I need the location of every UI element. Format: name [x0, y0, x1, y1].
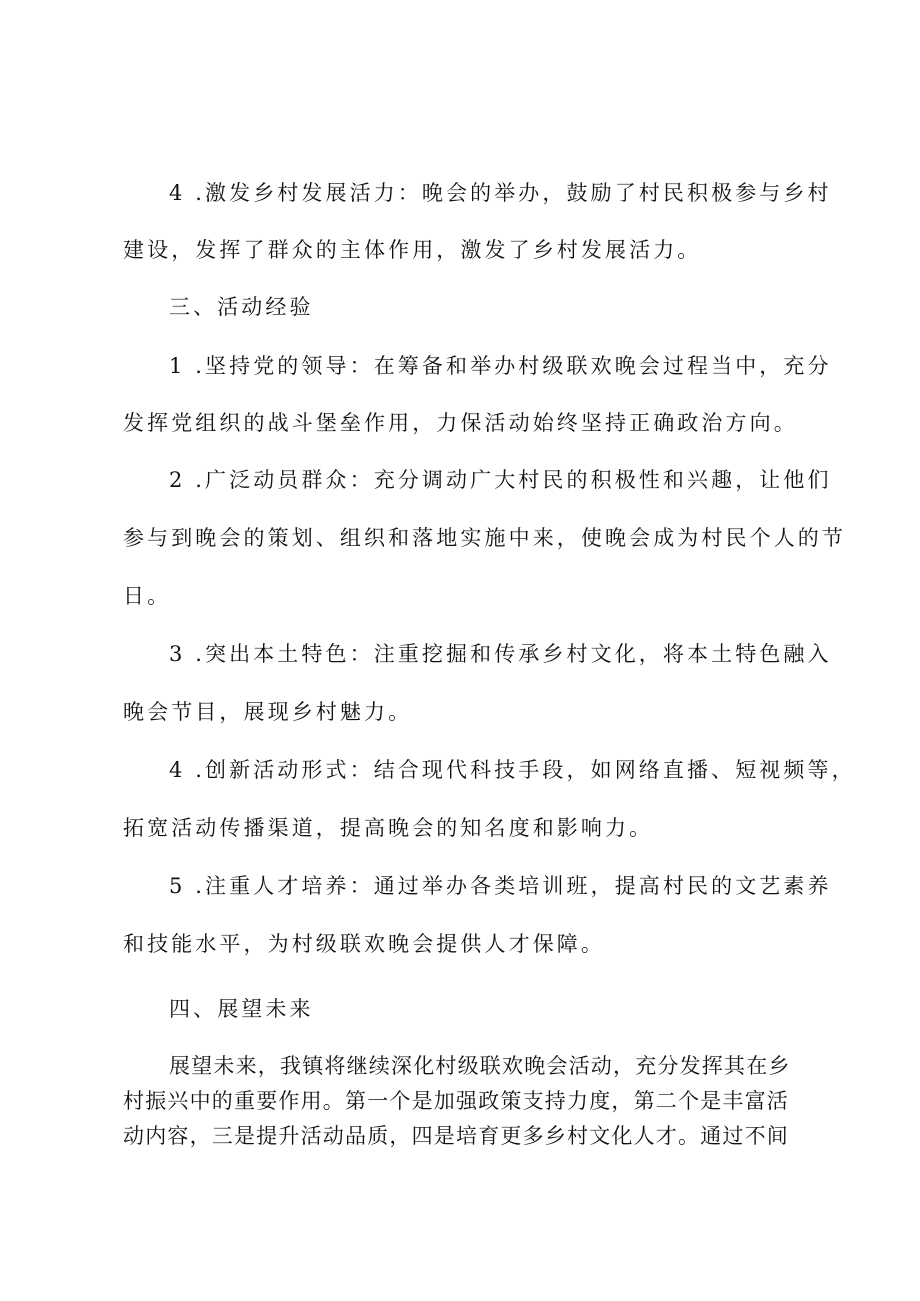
- outlook-paragraph-line-3: 动内容，三是提升活动品质，四是培育更多乡村文化人才。通过不间: [123, 1124, 789, 1148]
- list-item-4-line-1: 4 .激发乡村发展活力：晚会的举办，鼓励了村民积极参与乡村: [169, 181, 832, 205]
- experience-5-line-2: 和技能水平，为村级联欢晚会提供人才保障。: [123, 932, 605, 956]
- section-heading-activity-experience: 三、活动经验: [169, 295, 314, 319]
- list-item-4-line-2: 建设，发挥了群众的主体作用，激发了乡村发展活力。: [123, 238, 702, 262]
- experience-5-line-1: 5 .注重人才培养：通过举办各类培训班，提高村民的文艺素养: [169, 874, 832, 898]
- outlook-paragraph-line-2: 村振兴中的重要作用。第一个是加强政策支持力度，第二个是丰富活: [123, 1089, 789, 1113]
- experience-4-line-2: 拓宽活动传播渠道，提高晚会的知名度和影响力。: [123, 816, 654, 840]
- experience-3-line-1: 3 .突出本土特色：注重挖掘和传承乡村文化，将本土特色融入: [169, 642, 832, 666]
- experience-2-line-1: 2 .广泛动员群众：充分调动广大村民的积极性和兴趣，让他们: [169, 468, 832, 492]
- experience-2-line-2: 参与到晚会的策划、组织和落地实施中来，使晚会成为村民个人的节: [123, 526, 846, 550]
- experience-1-line-2: 发挥党组织的战斗堡垒作用，力保活动始终坚持正确政治方向。: [123, 411, 798, 435]
- experience-4-line-1: 4 .创新活动形式：结合现代科技手段，如网络直播、短视频等，: [169, 758, 856, 782]
- section-heading-outlook: 四、展望未来: [169, 997, 314, 1021]
- experience-1-line-1: 1 .坚持党的领导：在筹备和举办村级联欢晚会过程当中，充分: [169, 354, 832, 378]
- experience-2-line-3: 日。: [123, 584, 172, 608]
- experience-3-line-2: 晚会节目，展现乡村魅力。: [123, 700, 413, 724]
- outlook-paragraph-line-1: 展望未来，我镇将继续深化村级联欢晚会活动，充分发挥其在乡: [169, 1054, 791, 1078]
